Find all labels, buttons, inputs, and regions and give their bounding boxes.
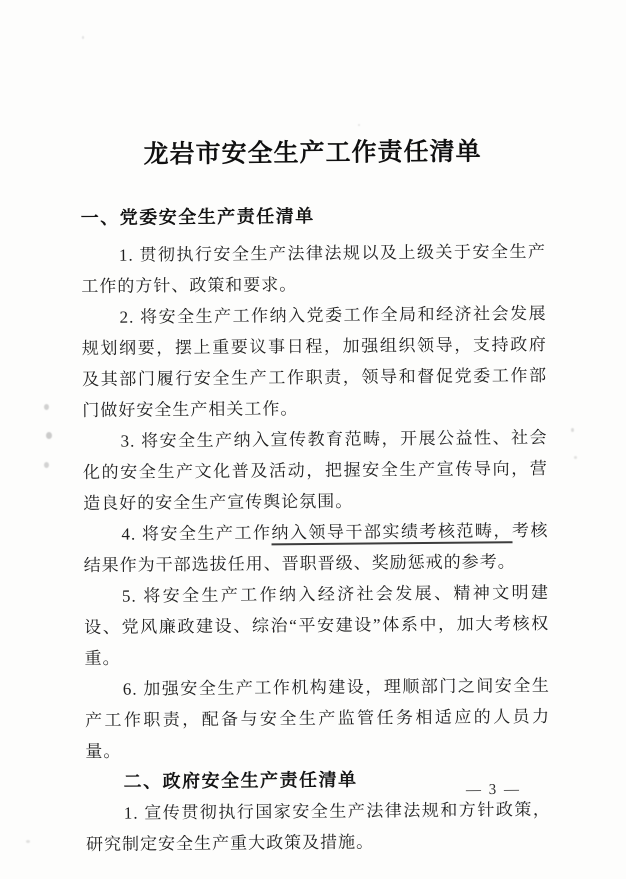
paragraph-item-6: 6. 加强安全生产工作机构建设，理顺部门之间安全生产工作职责，配备与安全生产监管任务相适应的人员力量。 <box>84 675 551 762</box>
section-heading-party-committee: 一、党委安全生产责任清单 <box>80 205 315 229</box>
paragraph-item-3: 3. 将安全生产纳入宣传教育范畴，开展公益性、社会化的安全生产文化普及活动，把握安全生产宣传导向，营造良好的安全生产宣传舆论氛围。 <box>82 427 548 514</box>
scan-smudge <box>26 840 30 843</box>
paragraph-item-4-tail: 考核结果作为干部选拔任用、晋职晋级、奖励惩戒的参考。 <box>83 520 549 576</box>
paragraph-item-4 <box>83 515 549 581</box>
paragraph-item-5: 5. 将安全生产工作纳入经济社会发展、精神文明建设、党风廉政建设、综治“平安建设”体系中，加大考核权重。 <box>84 582 550 669</box>
paragraph-item-4-lead: 4. 将安全生产工作 <box>121 523 272 544</box>
scan-smudge <box>574 456 577 459</box>
scan-smudge <box>82 36 84 39</box>
scan-smudge <box>44 462 49 468</box>
document-body <box>80 138 551 860</box>
scan-smudge <box>46 432 52 439</box>
section-heading-government: 二、政府安全生产责任清单 <box>123 769 358 792</box>
scan-smudge <box>571 428 574 432</box>
handwritten-underline-phrase: 纳入领导干部实绩考核范畴， <box>271 521 512 545</box>
scan-smudge <box>44 404 49 410</box>
paragraph-item-1: 1. 贯彻执行安全生产法律法规以及上级关于安全生产工作的方针、政策和要求。 <box>81 241 547 297</box>
paragraph-gov-item-1: 1. 宣传贯彻执行国家安全生产法律法规和方针政策，研究制定安全生产重大政策及措施。 <box>86 799 551 855</box>
page-number: — 3 — <box>465 781 522 799</box>
paragraph-item-2: 2. 将安全生产工作纳入党委工作全局和经济社会发展规划纲要，摆上重要议事日程，加强组织领导，支持政府及其部门履行安全生产工作职责，领导和督促党委工作部门做好安全生产相关工作。 <box>81 303 548 421</box>
scan-smudge <box>358 124 360 126</box>
document-title: 龙岩市安全生产工作责任清单 <box>143 138 482 169</box>
